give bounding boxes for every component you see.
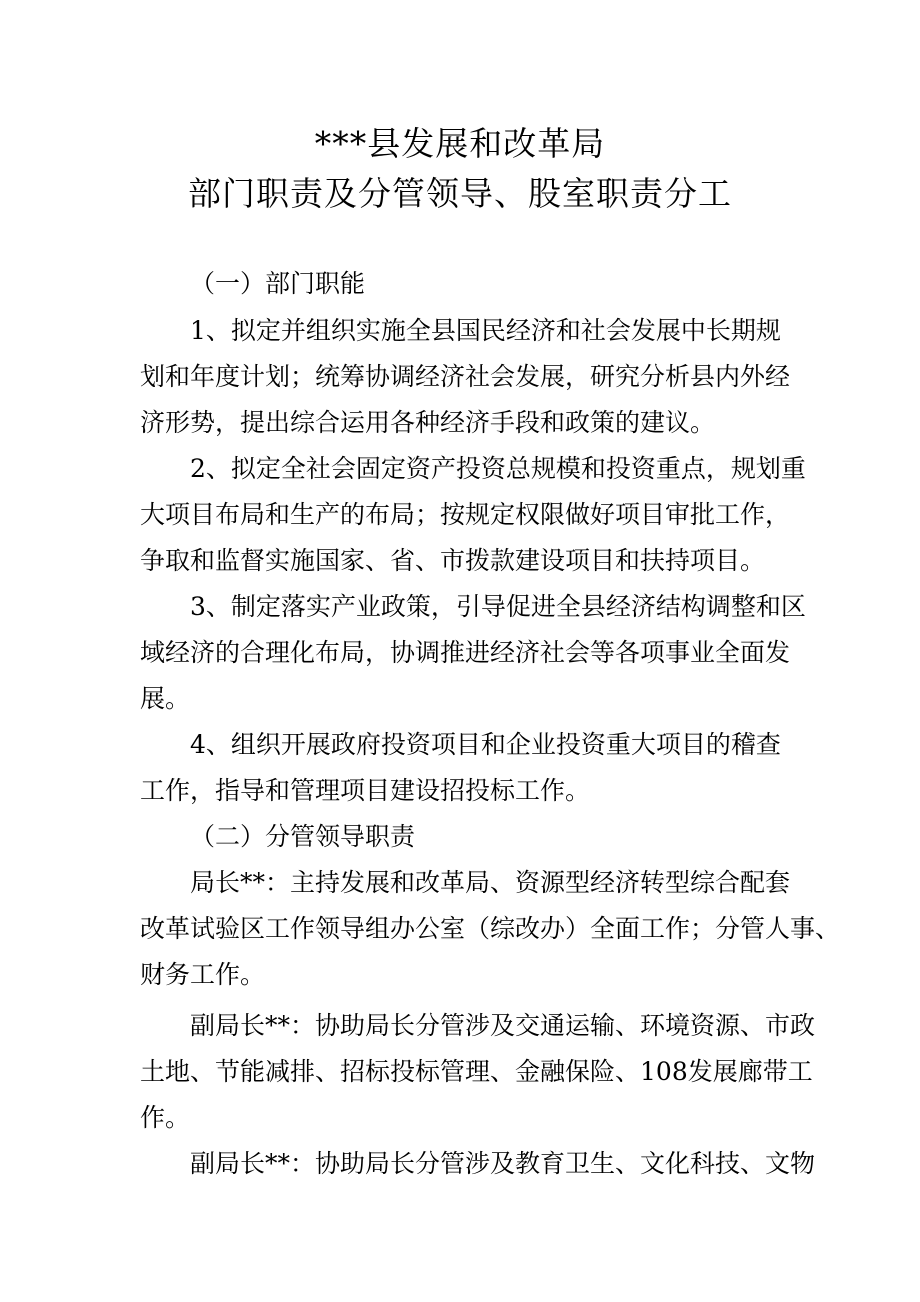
item-2-line-2: 大项目布局和生产的布局；按规定权限做好项目审批工作，: [140, 500, 791, 529]
leader-2-line-2: 土地、节能减排、招标投标管理、金融保险、108发展廊带工: [140, 1057, 813, 1086]
title-line-1: ***县发展和改革局: [314, 124, 606, 163]
item-3-line-2: 域经济的合理化布局，协调推进经济社会等各项事业全面发: [140, 638, 791, 667]
item-1-line-3: 济形势，提出综合运用各种经济手段和政策的建议。: [140, 408, 716, 437]
item-4-line-1: 4、组织开展政府投资项目和企业投资重大项目的稽查: [190, 730, 781, 759]
item-1-line-2: 划和年度计划；统筹协调经济社会发展，研究分析县内外经: [140, 362, 791, 391]
item-3-line-3: 展。: [140, 684, 191, 713]
leader-3-line-1: 副局长**：协助局长分管涉及教育卫生、文化科技、文物: [190, 1149, 816, 1178]
item-3-line-1: 3、制定落实产业政策，引导促进全县经济结构调整和区: [190, 592, 806, 621]
leader-1-line-2: 改革试验区工作领导组办公室（综改办）全面工作；分管人事、: [140, 914, 841, 943]
leader-2-line-3: 作。: [140, 1103, 191, 1132]
leader-2-line-1: 副局长**：协助局长分管涉及交通运输、环境资源、市政: [190, 1011, 816, 1040]
section-heading-department-functions: （一）部门职能: [190, 269, 366, 298]
item-4-line-2: 工作，指导和管理项目建设招投标工作。: [140, 776, 591, 805]
item-2-line-1: 2、拟定全社会固定资产投资总规模和投资重点，规划重: [190, 454, 806, 483]
item-1-line-1: 1、拟定并组织实施全县国民经济和社会发展中长期规: [190, 316, 781, 345]
leader-1-line-3: 财务工作。: [140, 960, 266, 989]
title-line-2: 部门职责及分管领导、股室职责分工: [188, 174, 732, 213]
section-heading-leader-duties: （二）分管领导职责: [190, 822, 416, 851]
leader-1-line-1: 局长**：主持发展和改革局、资源型经济转型综合配套: [190, 868, 791, 897]
item-2-line-3: 争取和监督实施国家、省、市拨款建设项目和扶持项目。: [140, 546, 766, 575]
